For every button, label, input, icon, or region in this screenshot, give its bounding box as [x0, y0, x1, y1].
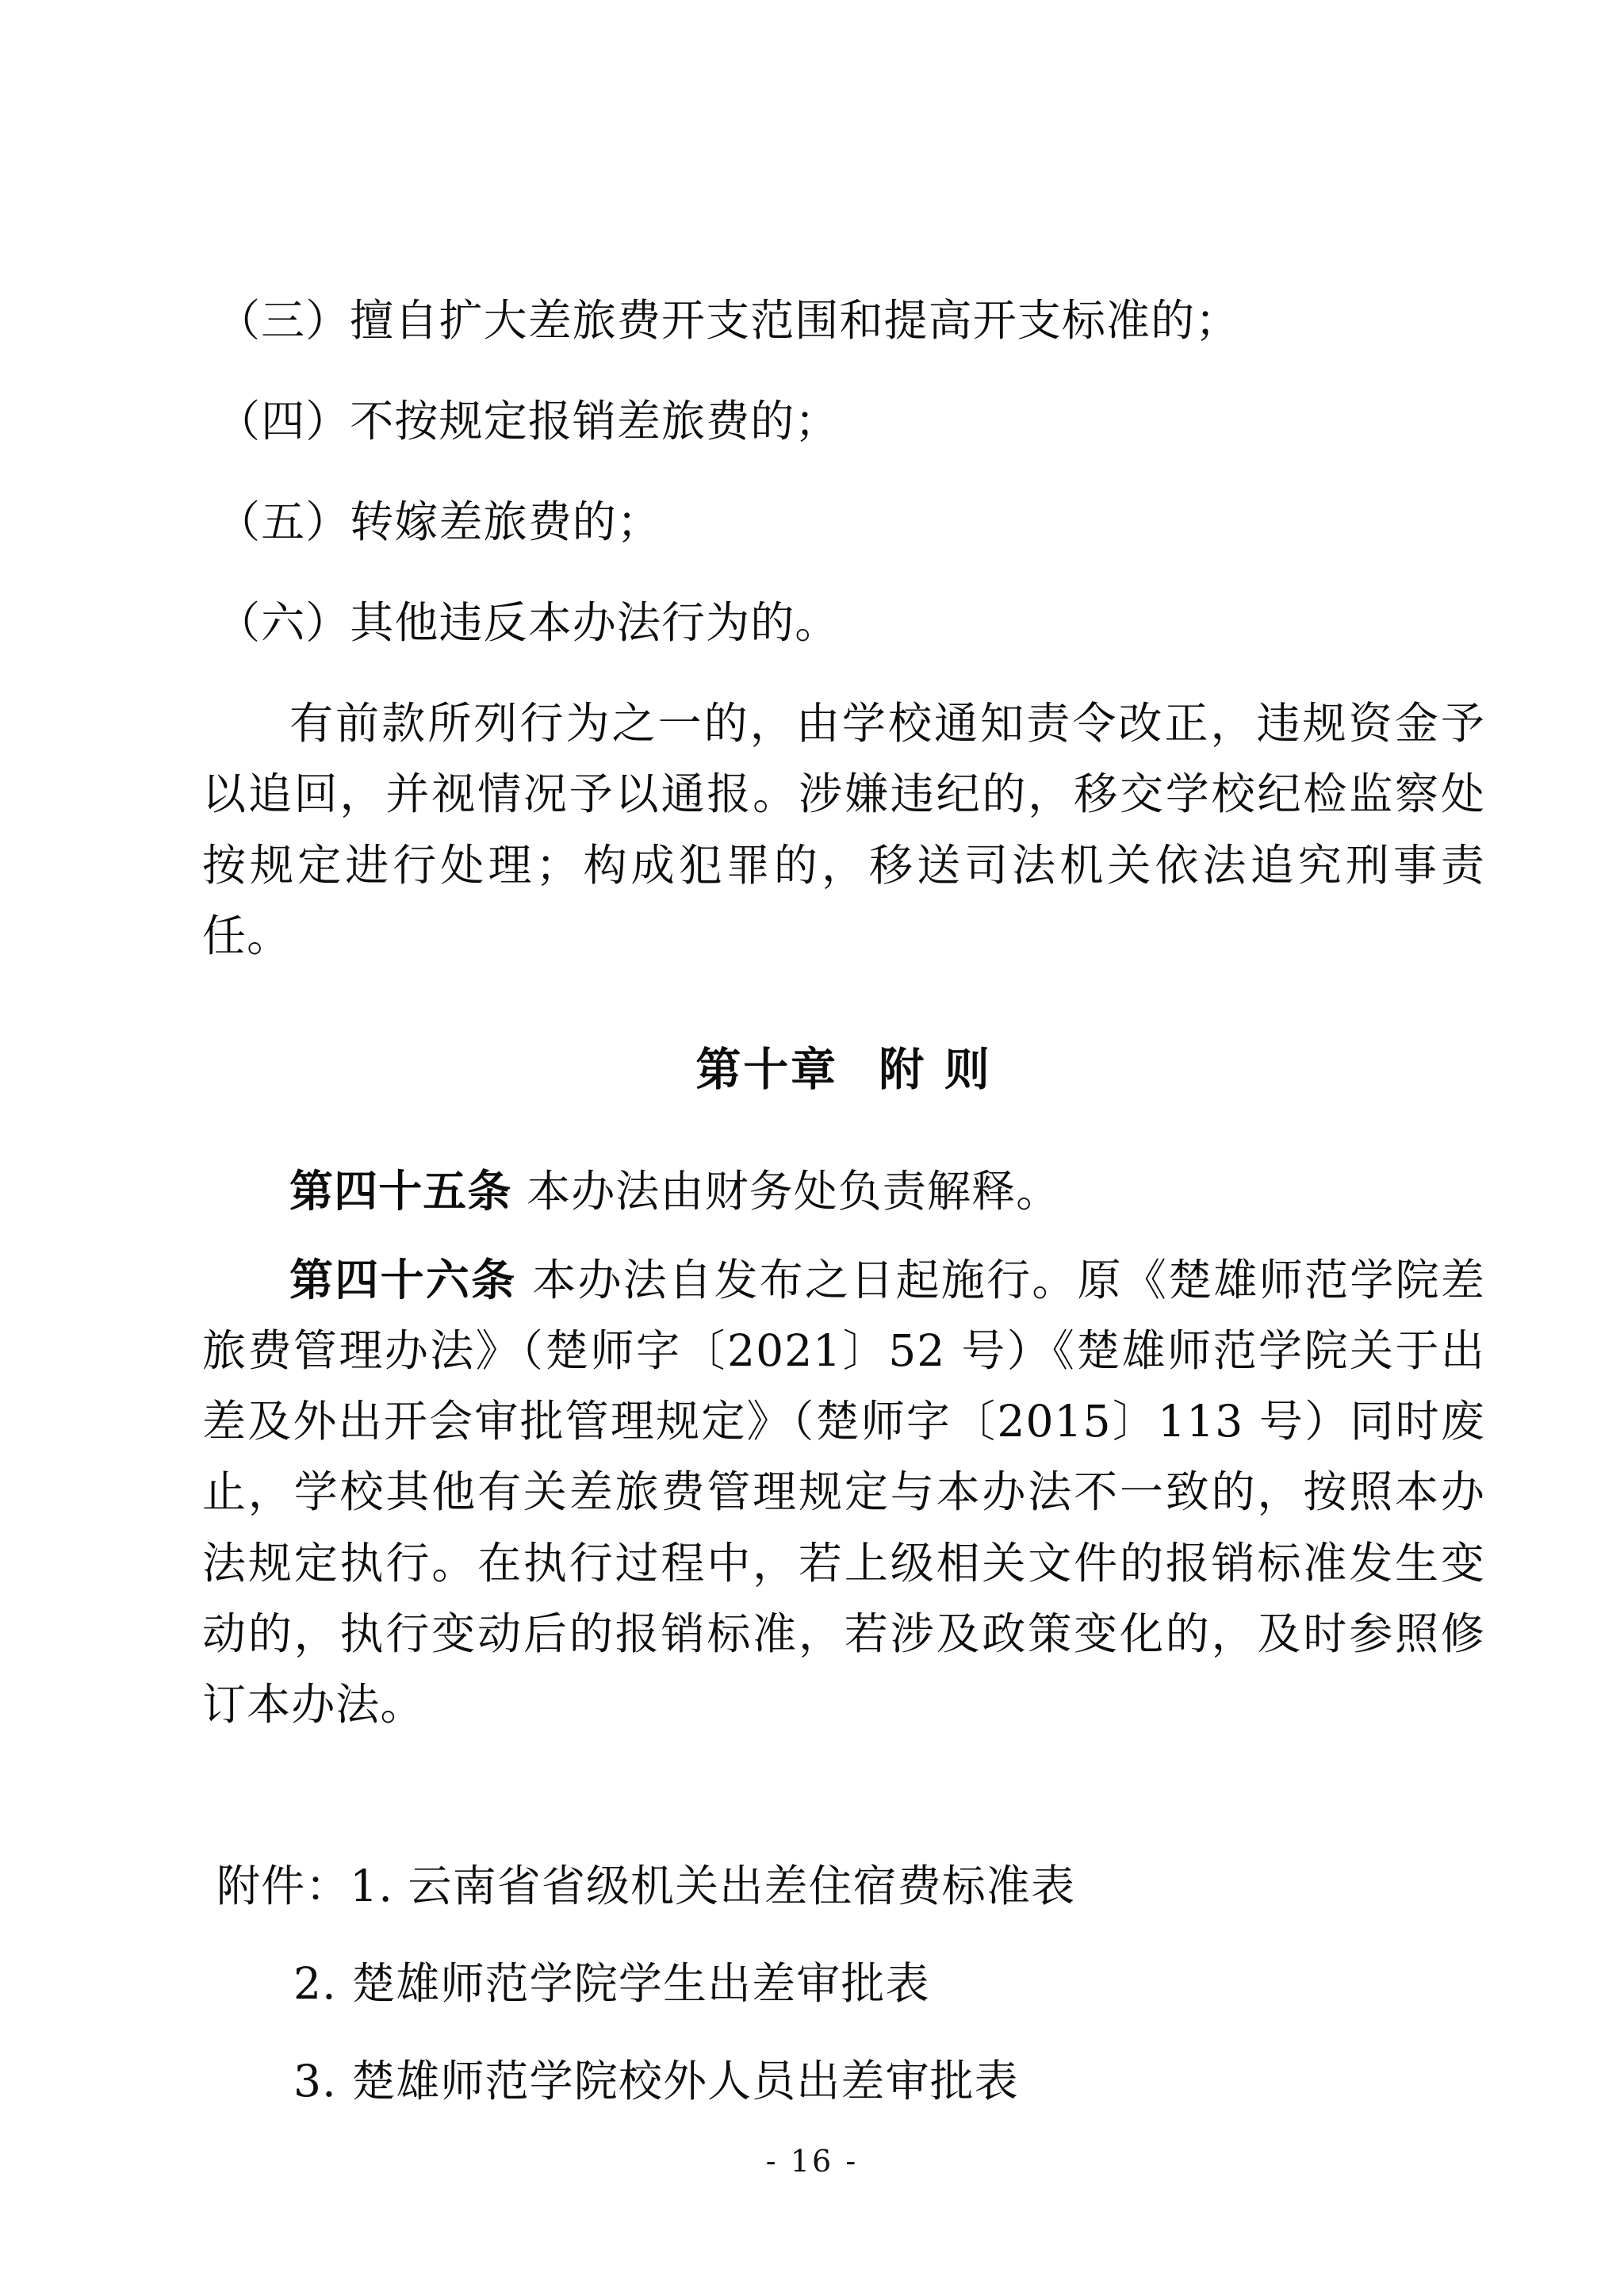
article-45-text: 本办法由财务处负责解释。: [527, 1166, 1061, 1217]
article-46-text: 本办法自发布之日起施行。原《楚雄师范学院差旅费管理办法》（楚师字〔2021〕52 号）《楚雄师范学院关于出差及外出开会审批管理规定》（楚师字〔2015〕113 号）同时废止，学校其他有关差旅费管理规定与本办法不一致的，按照本办法规定执行。在执行过程中，若上级相关文件的报销标准发生变动的，执行变动后的报销标准，若涉及政策变化的，及时参照修订本办法。: [202, 1255, 1485, 1730]
article-45: [202, 1156, 1485, 1227]
document-body: [202, 286, 1485, 2117]
penalty-paragraph: 有前款所列行为之一的，由学校通知责令改正，违规资金予以追回，并视情况予以通报。涉嫌违纪的，移交学校纪检监察处按规定进行处理；构成犯罪的，移送司法机关依法追究刑事责任。: [202, 698, 1485, 961]
attachment-item-1: 附件：1. 云南省省级机关出差住宿费标准表: [216, 1860, 1076, 1911]
chapter-heading: [202, 1033, 1485, 1106]
article-46: [202, 1244, 1485, 1740]
list-item: （四）不按规定报销差旅费的；: [216, 396, 840, 447]
article-45-number: 第四十五条: [289, 1165, 512, 1217]
attachment-item-3: 3. 楚雄师范学院校外人员出差审批表: [293, 2056, 1019, 2107]
list-item: （六）其他违反本办法行为的。: [216, 597, 840, 649]
list-item: （三）擅自扩大差旅费开支范围和提高开支标准的；: [216, 295, 1240, 346]
penalty-paragraph-block: [202, 688, 1485, 971]
attachment-item-2: 2. 楚雄师范学院学生出差审批表: [293, 1957, 930, 2009]
list-item: （五）转嫁差旅费的；: [216, 496, 662, 548]
chapter-heading-number: 第十章: [695, 1042, 838, 1096]
page-number: - 16 -: [765, 2144, 859, 2179]
article-46-number: 第四十六条: [289, 1254, 517, 1306]
attachments-block: [202, 1851, 1485, 2117]
chapter-heading-name: 附 则: [879, 1042, 992, 1096]
